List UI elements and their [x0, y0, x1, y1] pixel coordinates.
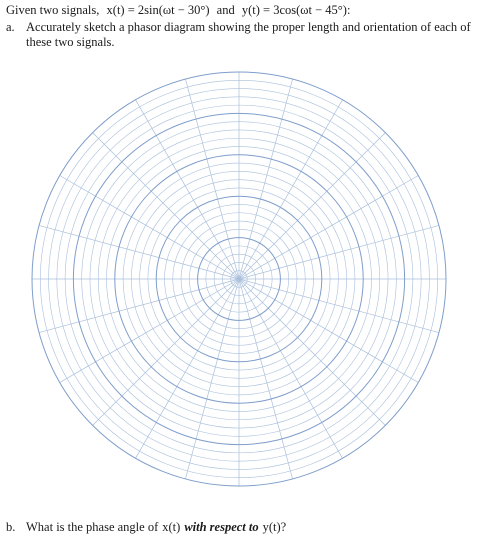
polar-spoke — [239, 225, 439, 279]
part-a-text: Accurately sketch a phasor diagram showing the proper length and orientation of each of these two signals. — [26, 20, 471, 49]
conjunction-text: and — [216, 3, 235, 17]
part-b-question: What is the phase angle of — [26, 520, 159, 534]
part-b-expr-y: y(t)? — [262, 520, 287, 534]
polar-spoke — [239, 279, 385, 425]
polar-spoke — [93, 279, 239, 425]
problem-intro — [6, 3, 350, 18]
polar-spoke — [239, 79, 293, 279]
polar-spoke — [185, 79, 239, 279]
part-a-letter: a. — [6, 20, 15, 34]
polar-graph-paper[interactable] — [30, 70, 448, 488]
part-a — [6, 20, 476, 50]
signal-x-expression: x(t) = 2sin(ωt − 30°) — [106, 3, 210, 17]
part-b — [6, 520, 286, 535]
intro-text: Given two signals, — [6, 3, 100, 17]
polar-spoke — [185, 279, 239, 479]
polar-spoke — [39, 225, 239, 279]
part-b-expr-x: x(t) — [162, 520, 181, 534]
polar-spoke — [239, 279, 293, 479]
polar-spoke — [239, 279, 439, 333]
polar-spokes — [32, 72, 446, 486]
polar-spoke — [239, 133, 385, 279]
part-b-letter: b. — [6, 520, 16, 534]
polar-spoke — [39, 279, 239, 333]
part-b-with-respect-to: with respect to — [184, 520, 259, 534]
signal-y-expression: y(t) = 3cos(ωt − 45°): — [241, 3, 351, 17]
polar-spoke — [93, 133, 239, 279]
